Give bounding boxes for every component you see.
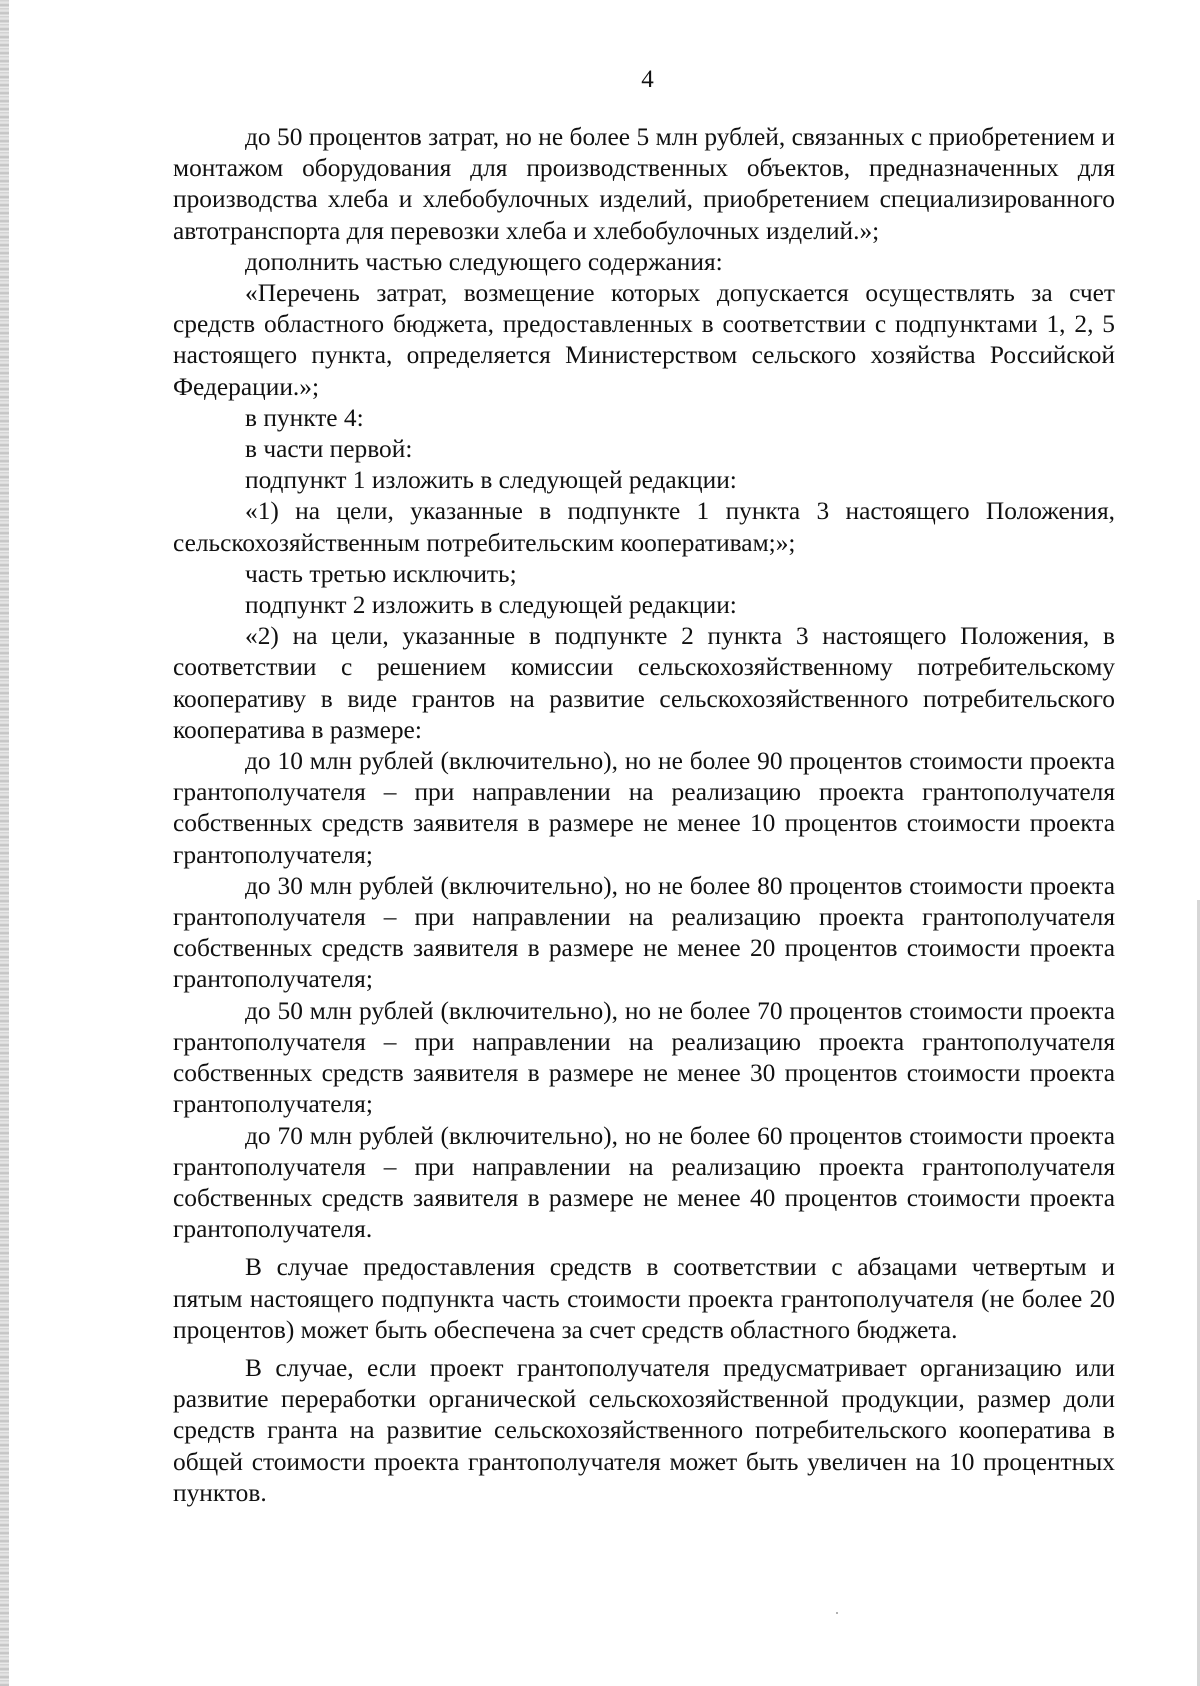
paragraph-2: дополнить частью следующего содержания: xyxy=(245,247,723,276)
paragraph-12: до 30 млн рублей (включительно), но не более 80 процентов стоимости проекта грантополучателя – при направлении на реализацию проекта грантополучателя собственных средств заявителя в размере не менее 20 процентов стоимости проекта грантополучателя; xyxy=(173,871,1115,994)
paragraph-3: «Перечень затрат, возмещение которых допускается осуществлять за счет средств областного бюджета, предоставленных в соответствии с подпунктами 1, 2, 5 настоящего пункта, определяется Министерством сельского хозяйства Российской Федерации.»; xyxy=(173,279,1115,401)
document-body xyxy=(173,122,1115,1509)
paragraph-8: часть третью исключить; xyxy=(245,559,517,588)
scan-speck xyxy=(836,1612,838,1614)
paragraph-11: до 10 млн рублей (включительно), но не более 90 процентов стоимости проекта грантополучателя – при направлении на реализацию проекта грантополучателя собственных средств заявителя в размере не менее 10 процентов стоимости проекта грантополучателя; xyxy=(173,747,1115,869)
paragraph-1: до 50 процентов затрат, но не более 5 млн рублей, связанных с приобретением и монтажом оборудования для производственных объектов, предназначенных для производства хлеба и хлебобулочных изделий, приобретением специализированного автотранспорта для перевозки хлеба и хлебобулочных изделий.»; xyxy=(173,123,1115,245)
paragraph-15: В случае предоставления средств в соответствии с абзацами четвертым и пятым настоящего подпункта часть стоимости проекта грантополучателя (не более 20 процентов) может быть обеспечена за счет средств областного бюджета. xyxy=(173,1253,1115,1344)
paragraph-13: до 50 млн рублей (включительно), но не более 70 процентов стоимости проекта грантополучателя – при направлении на реализацию проекта грантополучателя собственных средств заявителя в размере не менее 30 процентов стоимости проекта грантополучателя; xyxy=(173,996,1115,1119)
page-number: 4 xyxy=(641,66,654,93)
paragraph-10: «2) на цели, указанные в подпункте 2 пункта 3 настоящего Положения, в соответствии с решением комиссии сельскохозяйственному потребительскому кооперативу в виде грантов на развитие сельскохозяйственного потребительского кооператива в размере: xyxy=(173,622,1115,744)
paragraph-7: «1) на цели, указанные в подпункте 1 пункта 3 настоящего Положения, сельскохозяйственным потребительским кооперативам;»; xyxy=(173,497,1115,557)
paragraph-4: в пункте 4: xyxy=(245,403,364,432)
paragraph-16: В случае, если проект грантополучателя предусматривает организацию или развитие переработки органической сельскохозяйственной продукции, размер доли средств гранта на развитие сельскохозяйственного потребительского кооператива в общей стоимости проекта грантополучателя может быть увеличен на 10 процентных пунктов. xyxy=(173,1353,1115,1507)
paragraph-9: подпункт 2 изложить в следующей редакции: xyxy=(245,591,737,620)
paragraph-5: в части первой: xyxy=(245,435,413,464)
scan-left-edge xyxy=(0,0,9,1686)
paragraph-6: подпункт 1 изложить в следующей редакции: xyxy=(245,466,737,495)
paragraph-14: до 70 млн рублей (включительно), но не более 60 процентов стоимости проекта грантополучателя – при направлении на реализацию проекта грантополучателя собственных средств заявителя в размере не менее 40 процентов стоимости проекта грантополучателя. xyxy=(173,1121,1115,1244)
